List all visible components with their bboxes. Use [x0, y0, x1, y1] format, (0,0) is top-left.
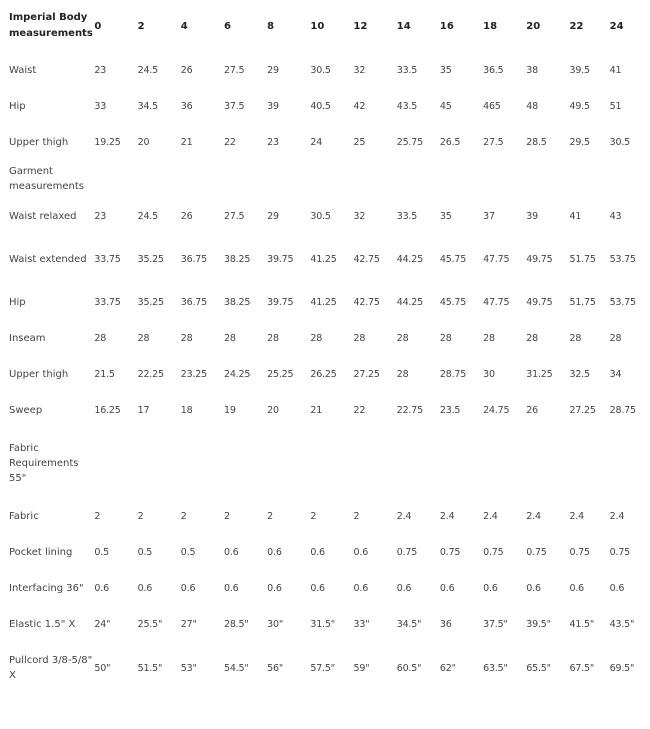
table-cell: 65.5": [526, 662, 551, 674]
table-cell: 28: [396, 332, 409, 344]
table-cell: 30": [267, 618, 284, 630]
table-cell: [354, 428, 397, 498]
row-label: Upper thigh: [9, 136, 69, 148]
table-cell: 21: [180, 136, 193, 148]
size-header: 22: [569, 20, 584, 32]
table-cell: 0.75: [396, 546, 418, 558]
table-cell: 0.6: [609, 582, 625, 594]
table-cell: 0.75: [526, 546, 547, 558]
table-row-pocket-lining: [0, 534, 650, 570]
table-cell: 27": [180, 618, 197, 630]
table-cell: 26: [526, 404, 538, 416]
table-cell: 21: [310, 404, 323, 416]
table-cell: 31.5": [310, 618, 335, 630]
table-cell: 35: [439, 210, 452, 222]
table-cell: 0.75: [609, 546, 631, 558]
header-row: [0, 0, 650, 52]
table-cell: [440, 160, 483, 198]
table-cell: 0.6: [353, 582, 369, 594]
table-cell: 22.25: [137, 368, 164, 380]
table-cell: 28: [396, 368, 409, 380]
table-cell: 39.75: [267, 253, 294, 265]
table-cell: 2: [267, 510, 274, 522]
table-cell: 38.25: [223, 296, 251, 308]
table-cell: 33.5: [396, 64, 418, 76]
table-cell: 22: [353, 404, 366, 416]
table-cell: 49.5: [569, 100, 590, 112]
size-header: 6: [223, 20, 231, 32]
table-cell: 45: [439, 100, 452, 112]
table-cell: 16.25: [94, 404, 121, 416]
table-cell: 28: [94, 332, 107, 344]
table-cell: 0.6: [569, 582, 584, 594]
table-cell: [224, 160, 267, 198]
table-cell: 48: [526, 100, 538, 112]
table-cell: 51.75: [569, 253, 596, 265]
row-label: Waist extended: [9, 253, 87, 265]
table-cell: 2: [223, 510, 230, 522]
table-cell: 2: [310, 510, 317, 522]
table-cell: 36.5: [483, 64, 504, 76]
table-cell: 28: [137, 332, 150, 344]
table-cell: 0.5: [137, 546, 153, 558]
table-cell: 0.6: [223, 546, 239, 558]
table-cell: 0.5: [180, 546, 196, 558]
table-cell: 28: [439, 332, 452, 344]
row-label: Hip: [9, 296, 26, 308]
size-header: 8: [267, 20, 275, 32]
table-cell: 22: [223, 136, 236, 148]
size-header: 20: [526, 20, 541, 32]
table-cell: 27.5: [223, 210, 245, 222]
table-row-hip: [0, 88, 650, 124]
table-cell: 28.5: [526, 136, 547, 148]
size-header: 4: [180, 20, 188, 32]
table-cell: [610, 160, 650, 198]
table-row-waist-relaxed: [0, 198, 650, 234]
table-row-elastic: [0, 606, 650, 642]
row-label: Inseam: [9, 332, 46, 344]
table-row-garment-measurements: [0, 160, 650, 198]
table-cell: 35.25: [137, 253, 164, 265]
table-cell: 2: [353, 510, 360, 522]
table-cell: 25.75: [396, 136, 423, 148]
row-label: Upper thigh: [9, 368, 69, 380]
table-cell: 57.5": [310, 662, 335, 674]
table-cell: 56": [267, 662, 284, 674]
table-cell: 42: [353, 100, 366, 112]
table-cell: 32: [353, 210, 366, 222]
table-row-waist: [0, 52, 650, 88]
table-cell: [354, 160, 397, 198]
table-cell: 24.25: [223, 368, 251, 380]
table-cell: [267, 160, 310, 198]
table-cell: 41.5": [569, 618, 595, 630]
table-cell: 28: [569, 332, 582, 344]
table-cell: 62": [439, 662, 456, 674]
table-cell: 2.4: [609, 510, 625, 522]
table-cell: 47.75: [483, 253, 510, 265]
table-cell: 43.5": [609, 618, 635, 630]
table-cell: 24.5: [137, 64, 158, 76]
table-cell: 51: [609, 100, 622, 112]
table-cell: 27.25: [353, 368, 380, 380]
table-cell: 26: [180, 210, 193, 222]
row-label: Pocket lining: [9, 546, 73, 558]
table-cell: 34.5: [137, 100, 158, 112]
table-cell: 63.5": [483, 662, 508, 674]
table-cell: 29: [267, 64, 279, 76]
table-cell: 28: [180, 332, 193, 344]
table-cell: 39: [267, 100, 279, 112]
table-cell: 67.5": [569, 662, 595, 674]
table-cell: 42.75: [353, 296, 380, 308]
table-cell: [94, 428, 137, 498]
table-cell: 36: [439, 618, 452, 630]
table-body: [0, 52, 650, 694]
table-cell: [569, 160, 609, 198]
row-label: Waist: [9, 64, 37, 76]
table-cell: 0.75: [483, 546, 504, 558]
table-cell: 35.25: [137, 296, 164, 308]
table-cell: [483, 160, 526, 198]
size-header: 14: [396, 20, 411, 32]
table-cell: 28: [223, 332, 236, 344]
table-cell: 20: [137, 136, 150, 148]
table-cell: 53": [180, 662, 197, 674]
size-header: 18: [483, 20, 498, 32]
table-cell: 0.6: [396, 582, 412, 594]
table-cell: 17: [137, 404, 150, 416]
table-cell: 27.5: [483, 136, 504, 148]
size-header: 16: [439, 20, 454, 32]
table-cell: 20: [267, 404, 279, 416]
table-cell: 37.5": [483, 618, 508, 630]
table-cell: 19.25: [94, 136, 121, 148]
table-row-upper-thigh: [0, 124, 650, 160]
table-cell: [94, 160, 137, 198]
table-cell: [138, 160, 181, 198]
row-label: Hip: [9, 100, 26, 112]
table-cell: 31.25: [526, 368, 553, 380]
table-cell: 0.6: [267, 546, 282, 558]
table-cell: 25: [353, 136, 366, 148]
table-cell: [310, 428, 353, 498]
size-header: 2: [137, 20, 145, 32]
table-cell: 21.5: [94, 368, 115, 380]
table-cell: 0.6: [310, 546, 325, 558]
table-cell: 53.75: [609, 296, 636, 308]
table-cell: 37.5: [223, 100, 245, 112]
table-cell: 28: [310, 332, 323, 344]
table-cell: 40.5: [310, 100, 331, 112]
table-cell: 0.75: [439, 546, 461, 558]
table-cell: 49.75: [526, 253, 553, 265]
table-cell: 25.25: [267, 368, 294, 380]
table-cell: [310, 160, 353, 198]
table-cell: 24: [310, 136, 323, 148]
table-cell: 39.5: [569, 64, 590, 76]
table-cell: 34: [609, 368, 622, 380]
table-cell: 2.4: [569, 510, 584, 522]
table-cell: 24": [94, 618, 111, 630]
table-cell: 33.75: [94, 253, 121, 265]
table-cell: [138, 428, 181, 498]
table-cell: [181, 428, 224, 498]
table-row-pullcord: [0, 642, 650, 694]
row-label: Fabric Requirements 55": [9, 442, 79, 484]
table-cell: 0.6: [180, 582, 196, 594]
table-cell: 26.5: [439, 136, 461, 148]
table-cell: 53.75: [609, 253, 636, 265]
table-cell: 43.5: [396, 100, 418, 112]
table-cell: 24.75: [483, 404, 510, 416]
table-cell: 23: [267, 136, 279, 148]
table-cell: 27.5: [223, 64, 245, 76]
table-cell: 44.25: [396, 296, 423, 308]
size-header: 0: [94, 20, 102, 32]
table-row-sweep: [0, 392, 650, 428]
table-cell: 26: [180, 64, 193, 76]
table-cell: 33.75: [94, 296, 121, 308]
row-label: Fabric: [9, 510, 39, 522]
table-cell: 27.25: [569, 404, 596, 416]
table-cell: 19: [223, 404, 236, 416]
table-cell: 0.6: [439, 582, 455, 594]
table-cell: 2: [137, 510, 144, 522]
table-cell: 28: [353, 332, 366, 344]
table-cell: 49.75: [526, 296, 553, 308]
table-cell: 0.6: [353, 546, 369, 558]
table-cell: 33": [353, 618, 370, 630]
table-cell: 39.5": [526, 618, 551, 630]
table-cell: [397, 160, 440, 198]
row-label: Elastic 1.5" X: [9, 618, 76, 630]
table-cell: 60.5": [396, 662, 422, 674]
table-cell: [440, 428, 483, 498]
size-header: 12: [353, 20, 368, 32]
table-cell: 35: [439, 64, 452, 76]
table-row-garment-upper-thigh: [0, 356, 650, 392]
table-row-interfacing: [0, 570, 650, 606]
table-cell: 28.75: [609, 404, 636, 416]
size-header: 24: [609, 20, 624, 32]
table-cell: 24.5: [137, 210, 158, 222]
table-cell: 36.75: [180, 253, 207, 265]
table-cell: 2.4: [439, 510, 455, 522]
table-cell: 41.25: [310, 253, 337, 265]
table-cell: 32.5: [569, 368, 590, 380]
table-cell: 45.75: [439, 253, 467, 265]
size-header: 10: [310, 20, 325, 32]
table-cell: 0.6: [483, 582, 498, 594]
table-cell: 23: [94, 210, 107, 222]
table-row-fabric: [0, 498, 650, 534]
table-cell: 41: [569, 210, 582, 222]
header-label: Imperial Body measurements: [9, 12, 93, 39]
row-label: Garment measurements: [9, 166, 84, 192]
table-cell: 28: [267, 332, 279, 344]
table-cell: 465: [483, 100, 501, 112]
table-cell: 28.5": [223, 618, 249, 630]
table-cell: 2: [94, 510, 101, 522]
table-cell: 51.75: [569, 296, 596, 308]
table-cell: 41.25: [310, 296, 337, 308]
table-cell: [610, 428, 650, 498]
table-cell: 2.4: [526, 510, 541, 522]
table-cell: 34.5": [396, 618, 422, 630]
table-cell: 0.6: [137, 582, 153, 594]
table-cell: 23.5: [439, 404, 461, 416]
table-cell: [526, 160, 569, 198]
table-row-garment-hip: [0, 284, 650, 320]
table-cell: 51.5": [137, 662, 163, 674]
table-cell: 42.75: [353, 253, 380, 265]
table-cell: 23: [94, 64, 107, 76]
table-cell: 30.5: [310, 64, 331, 76]
table-cell: 0.6: [223, 582, 239, 594]
table-cell: [483, 428, 526, 498]
table-cell: 28: [609, 332, 622, 344]
table-cell: 44.25: [396, 253, 423, 265]
table-cell: 25.5": [137, 618, 163, 630]
table-cell: 22.75: [396, 404, 423, 416]
table-cell: 28: [526, 332, 538, 344]
row-label: Interfacing 36": [9, 582, 84, 594]
table-cell: 30: [483, 368, 495, 380]
table-cell: 38: [526, 64, 538, 76]
table-cell: 28: [483, 332, 495, 344]
table-row-fabric-requirements: [0, 428, 650, 498]
table-cell: 0.6: [310, 582, 325, 594]
table-cell: 0.6: [267, 582, 282, 594]
table-row-waist-extended: [0, 234, 650, 284]
table-cell: 36.75: [180, 296, 207, 308]
table-cell: 37: [483, 210, 495, 222]
row-label: Sweep: [9, 404, 43, 416]
table-cell: 29: [267, 210, 279, 222]
table-cell: 32: [353, 64, 366, 76]
table-cell: 43: [609, 210, 622, 222]
table-cell: 30.5: [609, 136, 631, 148]
table-row-inseam: [0, 320, 650, 356]
table-cell: 23.25: [180, 368, 207, 380]
table-cell: 29.5: [569, 136, 590, 148]
table-cell: 28.75: [439, 368, 467, 380]
table-cell: 0.5: [94, 546, 109, 558]
table-cell: 45.75: [439, 296, 467, 308]
table-cell: 39.75: [267, 296, 294, 308]
table-cell: 26.25: [310, 368, 337, 380]
table-cell: 18: [180, 404, 193, 416]
table-cell: 33: [94, 100, 107, 112]
table-cell: [569, 428, 609, 498]
table-cell: 36: [180, 100, 193, 112]
table-cell: 0.6: [94, 582, 109, 594]
table-cell: 50": [94, 662, 111, 674]
table-cell: 0.6: [526, 582, 541, 594]
table-cell: [397, 428, 440, 498]
table-cell: 2.4: [396, 510, 412, 522]
table-cell: 54.5": [223, 662, 249, 674]
table-cell: 38.25: [223, 253, 251, 265]
table-cell: [224, 428, 267, 498]
table-cell: 39: [526, 210, 538, 222]
row-label: Pullcord 3/8-5/8" X: [9, 655, 93, 681]
table-cell: [181, 160, 224, 198]
table-cell: 33.5: [396, 210, 418, 222]
table-cell: [526, 428, 569, 498]
table-cell: 59": [353, 662, 370, 674]
table-cell: 2.4: [483, 510, 498, 522]
table-cell: 2: [180, 510, 187, 522]
table-cell: 41: [609, 64, 622, 76]
table-cell: 0.75: [569, 546, 590, 558]
table-cell: 47.75: [483, 296, 510, 308]
row-label: Waist relaxed: [9, 210, 77, 222]
table-cell: [267, 428, 310, 498]
table-cell: 69.5": [609, 662, 635, 674]
table-cell: 30.5: [310, 210, 331, 222]
